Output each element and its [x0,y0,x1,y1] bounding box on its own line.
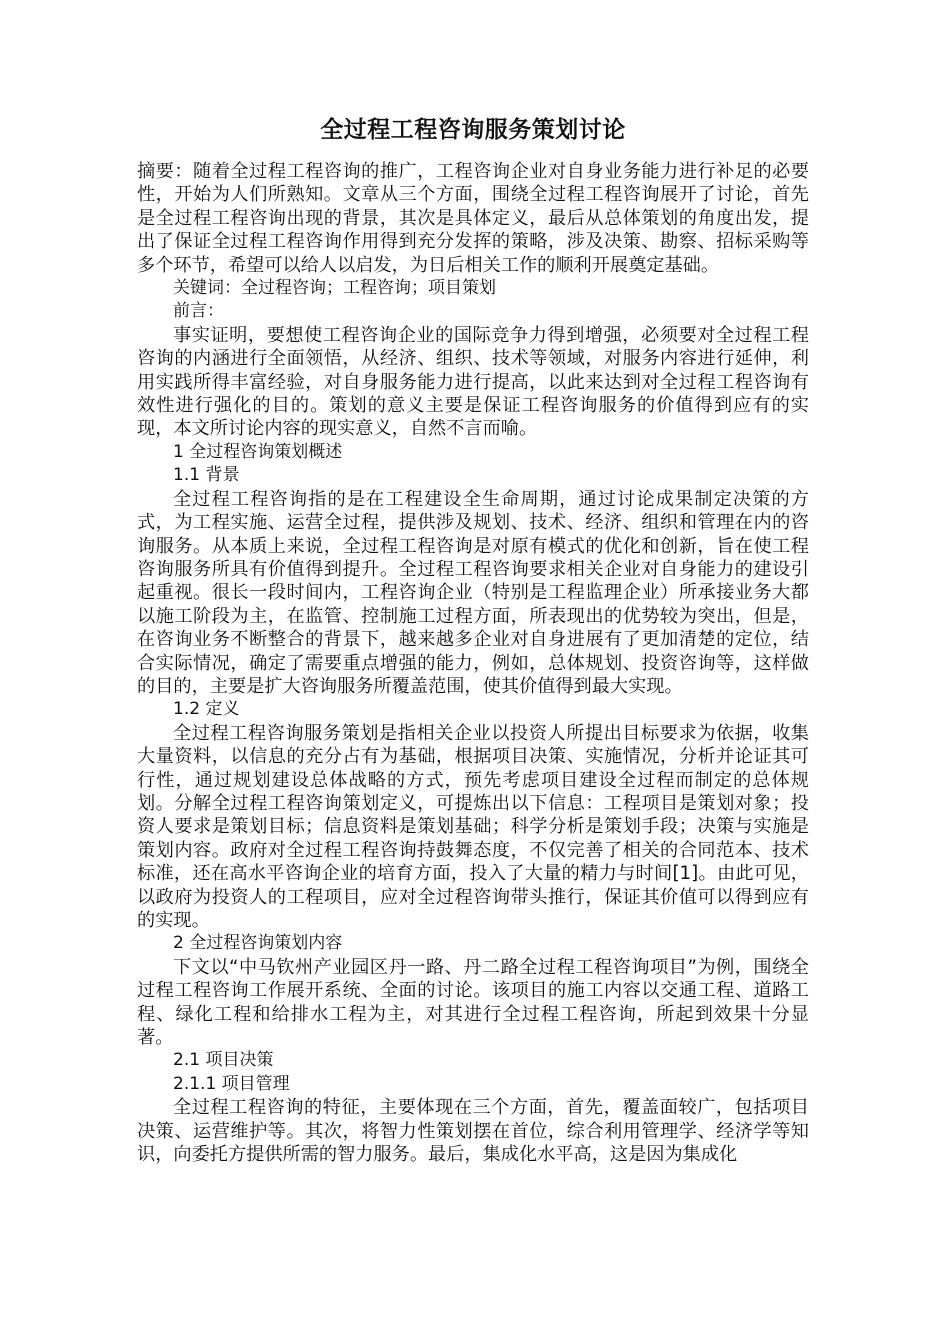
abstract-paragraph: 摘要：随着全过程工程咨询的推广，工程咨询企业对自身业务能力进行补足的必要性，开始为人们所熟知。文章从三个方面，围绕全过程工程咨询展开了讨论，首先是全过程工程咨询出现的背景，其次是具体定义，最后从总体策划的角度出发，提出了保证全过程工程咨询作用得到充分发挥的策略，涉及决策、勘察、招标采购等多个环节，希望可以给人以启发，为日后相关工作的顺利开展奠定基础。 [137,161,809,276]
document-page [137,112,809,1166]
section-1-2-heading: 1.2 定义 [173,699,240,720]
document-title: 全过程工程咨询服务策划讨论 [320,117,626,143]
section-2-paragraph: 下文以“中马钦州产业园区丹一路、丹二路全过程工程咨询项目”为例，围绕全过程工程咨询工作展开系统、全面的讨论。该项目的施工内容以交通工程、道路工程、绿化工程和给排水工程为主，对其进行全过程工程咨询，所起到效果十分显著。 [137,956,809,1049]
section-1-2-paragraph: 全过程工程咨询服务策划是指相关企业以投资人所提出目标要求为依据，收集大量资料，以信息的充分占有为基础，根据项目决策、实施情况，分析并论证其可行性，通过规划建设总体战略的方式，预先考虑项目建设全过程而制定的总体规划。分解全过程工程咨询策划定义，可提炼出以下信息：工程项目是策划对象；投资人要求是策划目标；信息资料是策划基础；科学分析是策划手段；决策与实施是策划内容。政府对全过程工程咨询持鼓舞态度，不仅完善了相关的合同范本、技术标准，还在高水平咨询企业的培育方面，投入了大量的精力与时间[1]。由此可见，以政府为投资人的工程项目，应对全过程咨询带头推行，保证其价值可以得到应有的实现。 [137,722,809,931]
preface-paragraph: 事实证明，要想使工程咨询企业的国际竞争力得到增强，必须要对全过程工程咨询的内涵进行全面领悟，从经济、组织、技术等领域，对服务内容进行延伸，利用实践所得丰富经验，对自身服务能力进行提高，以此来达到对全过程工程咨询有效性进行强化的目的。策划的意义主要是保证工程咨询服务的价值得到应有的实现，本文所讨论内容的现实意义，自然不言而喻。 [137,324,809,440]
keywords-line: 关键词：全过程咨询；工程咨询；项目策划 [173,278,496,299]
section-2-1-1-heading: 2.1.1 项目管理 [173,1073,290,1094]
section-2-heading: 2 全过程咨询策划内容 [173,933,343,954]
section-2-1-1-paragraph: 全过程工程咨询的特征，主要体现在三个方面，首先，覆盖面较广，包括项目决策、运营维护等。其次，将智力性策划摆在首位，综合利用管理学、经济学等知识，向委托方提供所需的智力服务。最后，集成化水平高，这是因为集成化 [137,1097,809,1166]
section-1-heading: 1 全过程咨询策划概述 [173,441,343,462]
section-1-1-paragraph: 全过程工程咨询指的是在工程建设全生命周期，通过讨论成果制定决策的方式，为工程实施、运营全过程，提供涉及规划、技术、经济、组织和管理在内的咨询服务。从本质上来说，全过程工程咨询是对原有模式的优化和创新，旨在使工程咨询服务所具有价值得到提升。全过程工程咨询要求相关企业对自身能力的建设引起重视。很长一段时间内，工程咨询企业（特别是工程监理企业）所承接业务大都以施工阶段为主，在监管、控制施工过程方面，所表现出的优势较为突出，但是，在咨询业务不断整合的背景下，越来越多企业对自身进展有了更加清楚的定位，结合实际情况，确定了需要重点增强的能力，例如，总体规划、投资咨询等，这样做的目的，主要是扩大咨询服务所覆盖范围，使其价值得到最大实现。 [137,488,809,697]
section-2-1-heading: 2.1 项目决策 [173,1050,274,1071]
preface-label: 前言： [173,301,224,322]
section-1-1-heading: 1.1 背景 [173,465,240,486]
